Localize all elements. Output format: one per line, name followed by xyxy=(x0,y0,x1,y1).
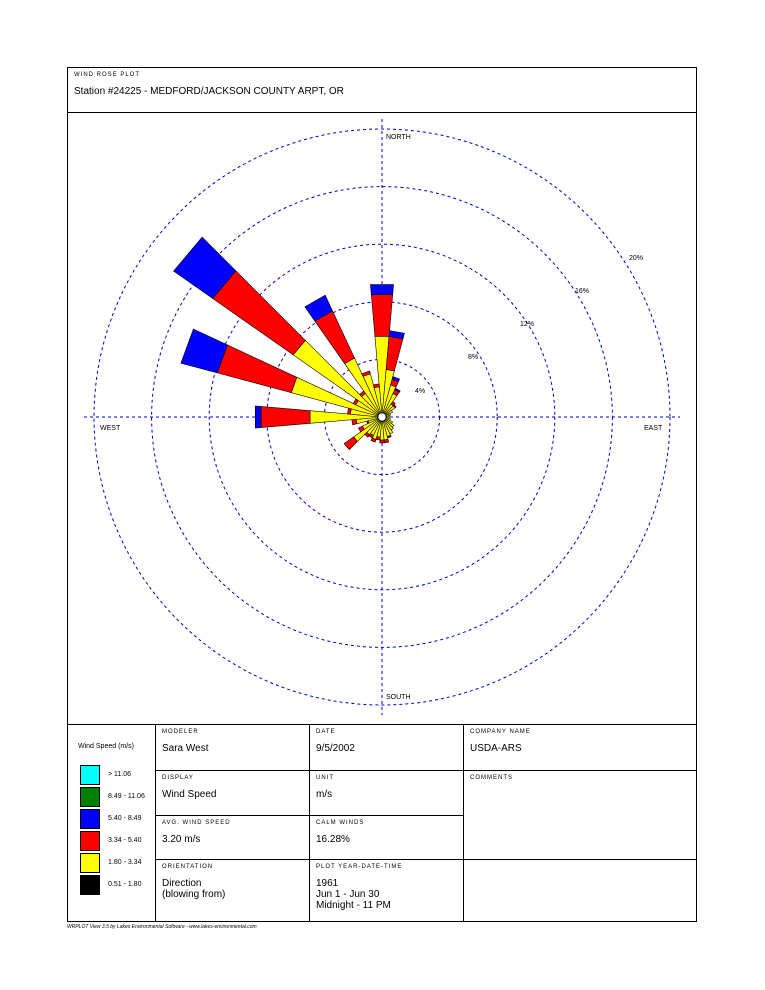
legend-panel xyxy=(68,725,155,922)
comments-cell xyxy=(464,771,696,859)
orientation-line-1: Direction xyxy=(162,878,202,889)
avg-speed-value: 3.20 m/s xyxy=(162,834,201,845)
display-cell xyxy=(156,771,309,815)
date-label: DATE xyxy=(316,729,336,735)
direction-label: EAST xyxy=(644,425,663,432)
legend-label: 3.34 - 5.40 xyxy=(108,837,142,844)
legend-swatch xyxy=(80,853,100,873)
rose-petal-segment xyxy=(384,439,389,443)
legend-item xyxy=(80,765,160,785)
modeler-cell xyxy=(156,725,309,770)
plot-header xyxy=(68,68,696,113)
direction-label: WEST xyxy=(100,425,121,432)
wind-rose-plot-area xyxy=(68,112,696,724)
legend-label: 1.80 - 3.34 xyxy=(108,859,142,866)
legend-swatch xyxy=(80,787,100,807)
legend-item xyxy=(80,875,160,895)
unit-label: UNIT xyxy=(316,775,334,781)
orientation-line-2: (blowing from) xyxy=(162,889,226,900)
direction-label: SOUTH xyxy=(386,694,411,701)
plot-time-value xyxy=(316,878,391,911)
avg-speed-cell xyxy=(156,816,309,859)
calm-winds-label: CALM WINDS xyxy=(316,820,365,826)
wind-rose-report xyxy=(67,67,697,922)
legend-title: Wind Speed (m/s) xyxy=(78,743,135,750)
display-label: DISPLAY xyxy=(162,775,194,781)
avg-speed-label: AVG. WIND SPEED xyxy=(162,820,231,826)
rose-petal-segment xyxy=(371,295,392,337)
rose-petal-segment xyxy=(217,345,297,393)
rose-petal-segment xyxy=(380,440,385,443)
orientation-cell xyxy=(156,860,309,922)
plot-type-label: WIND ROSE PLOT xyxy=(74,72,141,78)
calm-winds-value: 16.28% xyxy=(316,834,350,845)
legend-label: > 11.06 xyxy=(108,771,132,778)
comments-label: COMMENTS xyxy=(470,775,513,781)
rose-petal-segment xyxy=(373,384,379,388)
unit-value: m/s xyxy=(316,789,333,800)
software-credit: WRPLOT View 3.5 by Lakes Environmental Software - www.lakes-environmental.com xyxy=(67,924,257,930)
plot-hours: Midnight - 11 PM xyxy=(316,900,391,911)
legend-item xyxy=(80,853,160,873)
company-label: COMPANY NAME xyxy=(470,729,531,735)
modeler-value: Sara West xyxy=(162,743,209,754)
legend-label: 0.51 - 1.80 xyxy=(108,881,142,888)
ring-label: 12% xyxy=(520,321,535,328)
legend-swatch xyxy=(80,831,100,851)
info-panel xyxy=(68,724,696,922)
company-cell xyxy=(464,725,696,770)
rose-petal-segment xyxy=(344,437,357,450)
ring-label: 16% xyxy=(575,288,590,295)
legend-swatch xyxy=(80,765,100,785)
rose-petal-segment xyxy=(255,406,261,428)
rose-petal-segment xyxy=(261,406,310,427)
orientation-label: ORIENTATION xyxy=(162,864,214,870)
calm-center xyxy=(378,413,386,421)
unit-cell xyxy=(310,771,463,815)
plot-dates: Jun 1 - Jun 30 xyxy=(316,889,380,900)
legend-item xyxy=(80,787,160,807)
orientation-value xyxy=(162,878,225,900)
rose-petal-segment xyxy=(386,336,403,371)
legend-item xyxy=(80,809,160,829)
date-cell xyxy=(310,725,463,770)
wind-rose-chart xyxy=(68,112,696,724)
ring-label: 4% xyxy=(415,388,426,395)
rose-petal-segment xyxy=(352,419,357,425)
rose-petal-segment xyxy=(370,285,393,295)
company-value: USDA-ARS xyxy=(470,743,522,754)
plot-year: 1961 xyxy=(316,878,339,889)
legend-item xyxy=(80,831,160,851)
ring-label: 20% xyxy=(629,255,644,262)
date-value: 9/5/2002 xyxy=(316,743,355,754)
legend-label: 5.40 - 8.49 xyxy=(108,815,142,822)
modeler-label: MODELER xyxy=(162,729,199,735)
direction-label: NORTH xyxy=(386,134,411,141)
display-value: Wind Speed xyxy=(162,789,217,800)
station-title: Station #24225 - MEDFORD/JACKSON COUNTY ARPT, OR xyxy=(74,86,344,97)
ring-label: 8% xyxy=(468,354,479,361)
plot-time-cell xyxy=(310,860,463,922)
legend-swatch xyxy=(80,809,100,829)
legend-swatch xyxy=(80,875,100,895)
plot-time-label: PLOT YEAR-DATE-TIME xyxy=(316,864,403,870)
legend-label: 8.49 - 11.06 xyxy=(108,793,145,800)
calm-winds-cell xyxy=(310,816,463,859)
